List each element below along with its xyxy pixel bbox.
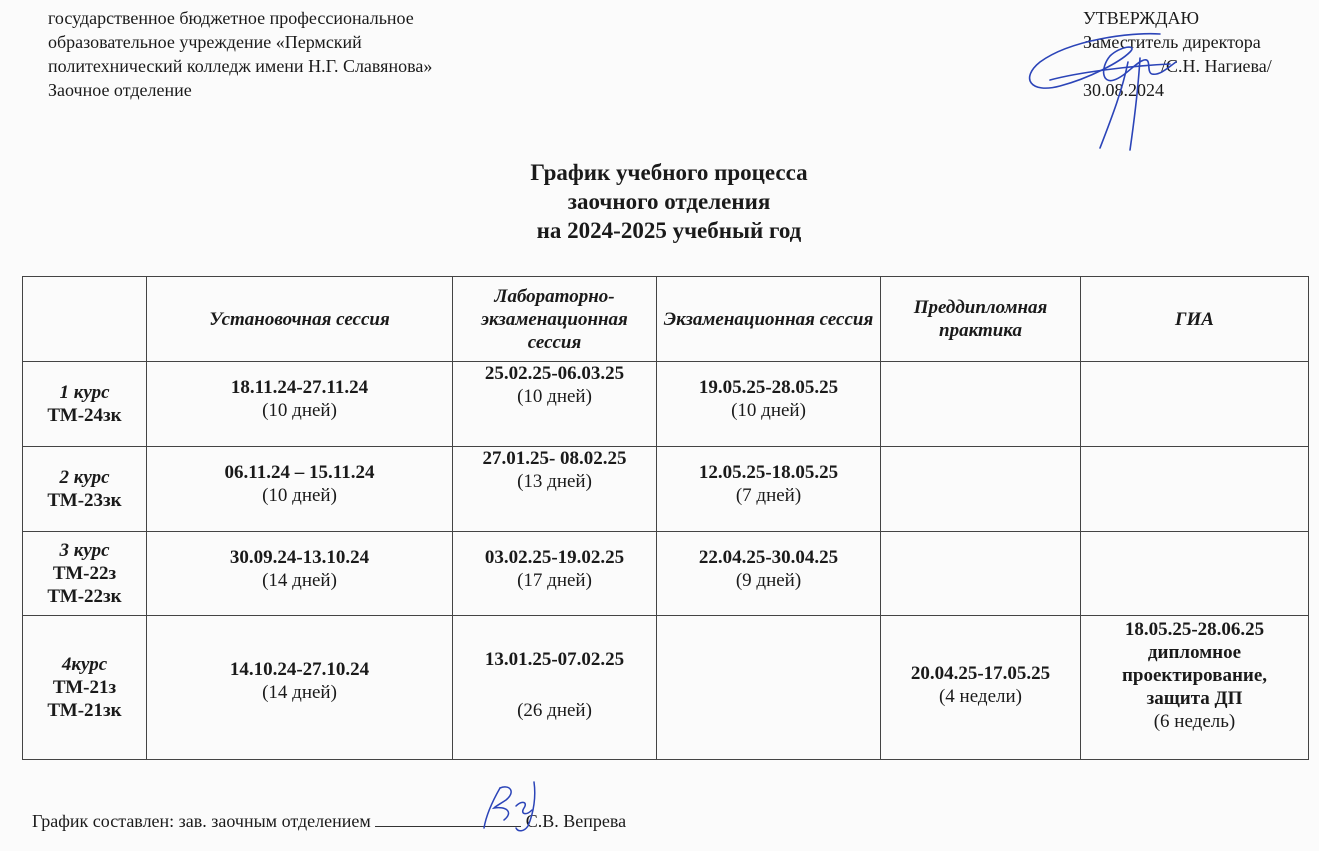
duration: (7 дней) [735, 485, 802, 506]
title-line-1: График учебного процесса [530, 160, 808, 185]
duration: (10 дней) [262, 400, 337, 421]
title-line-2: заочного отделения [567, 189, 771, 214]
dates: 18.11.24-27.11.24 [230, 377, 369, 398]
duration: (6 недель) [1153, 711, 1236, 732]
duration: (14 дней) [262, 570, 337, 591]
lab-cell [453, 532, 657, 616]
table-header-row [23, 277, 1309, 362]
practice-cell [881, 362, 1081, 447]
duration: (4 недели) [938, 686, 1022, 707]
header-lab: Лабораторно-экзаменационная сессия [453, 277, 657, 362]
exam-cell [657, 532, 881, 616]
ustanov-cell [147, 447, 453, 532]
duration: (13 дней) [517, 471, 592, 492]
dates: 22.04.25-30.04.25 [698, 547, 839, 568]
duration: (10 дней) [731, 400, 806, 421]
group-label: ТМ-22з [52, 563, 117, 584]
dates: 14.10.24-27.10.24 [229, 659, 370, 680]
table-row [23, 532, 1309, 616]
org-line-4: Заочное отделение [48, 80, 192, 100]
gia-line-2: проектирование, [1121, 665, 1268, 686]
lab-cell [453, 362, 657, 447]
duration: (10 дней) [262, 485, 337, 506]
header-exam: Экзаменационная сессия [657, 277, 881, 362]
gia-line-3: защита ДП [1146, 688, 1243, 709]
compiler-signature-image [470, 776, 560, 836]
title-line-3: на 2024-2025 учебный год [536, 218, 802, 243]
group-label: ТМ-24зк [47, 405, 122, 426]
course-cell [23, 447, 147, 532]
gia-cell [1081, 362, 1309, 447]
course-cell [23, 616, 147, 760]
lab-cell [453, 616, 657, 760]
duration: (26 дней) [517, 700, 592, 721]
course-label: 1 курс [59, 382, 110, 403]
ustanov-cell [147, 616, 453, 760]
gia-cell [1081, 447, 1309, 532]
exam-cell [657, 616, 881, 760]
course-label: 4курс [61, 654, 108, 675]
lab-cell [453, 447, 657, 532]
header-gia: ГИА [1081, 277, 1309, 362]
exam-cell [657, 447, 881, 532]
dates: 25.02.25-06.03.25 [484, 363, 625, 384]
schedule-table [22, 276, 1309, 760]
dates: 19.05.25-28.05.25 [698, 377, 839, 398]
table-row [23, 447, 1309, 532]
org-line-1: государственное бюджетное профессиональное [48, 8, 414, 28]
practice-cell [881, 616, 1081, 760]
course-cell [23, 532, 147, 616]
dates: 06.11.24 – 15.11.24 [224, 462, 375, 483]
org-line-3: политехнический колледж имени Н.Г. Славянова» [48, 56, 433, 76]
dates: 30.09.24-13.10.24 [229, 547, 370, 568]
approval-position: Заместитель директора [1083, 32, 1261, 52]
dates: 20.04.25-17.05.25 [910, 663, 1051, 684]
dates: 12.05.25-18.05.25 [698, 462, 839, 483]
footer-prefix: График составлен: зав. заочным отделением [32, 811, 371, 831]
practice-cell [881, 532, 1081, 616]
exam-cell [657, 362, 881, 447]
organization-block [48, 6, 432, 102]
header-practice: Преддипломная практика [881, 277, 1081, 362]
dates: 03.02.25-19.02.25 [484, 547, 625, 568]
group-label: ТМ-23зк [47, 490, 122, 511]
practice-cell [881, 447, 1081, 532]
duration: (10 дней) [517, 386, 592, 407]
footer-name: С.В. Вепрева [525, 811, 627, 831]
duration: (9 дней) [735, 570, 802, 591]
course-label: 3 курс [59, 540, 110, 561]
table-row [23, 362, 1309, 447]
approval-date: 30.08.2024 [1083, 80, 1164, 100]
approver-signature-image [1010, 22, 1180, 152]
course-cell [23, 362, 147, 447]
ustanov-cell [147, 362, 453, 447]
org-line-2: образовательное учреждение «Пермский [48, 32, 362, 52]
approval-heading: УТВЕРЖДАЮ [1083, 8, 1200, 28]
header-ustanov: Установочная сессия [147, 277, 453, 362]
dates: 13.01.25-07.02.25 [484, 649, 625, 670]
dates: 27.01.25- 08.02.25 [482, 448, 627, 469]
course-label: 2 курс [59, 467, 110, 488]
ustanov-cell [147, 532, 453, 616]
duration: (14 дней) [262, 682, 337, 703]
dates: 18.05.25-28.06.25 [1124, 619, 1265, 640]
group-label: ТМ-21зк [47, 700, 122, 721]
document-title [0, 158, 1319, 245]
table-row [23, 616, 1309, 760]
group-label: ТМ-21з [52, 677, 117, 698]
header-empty [23, 277, 147, 362]
gia-cell [1081, 532, 1309, 616]
approval-name: /С.Н. Нагиева/ [1161, 56, 1272, 76]
duration: (17 дней) [517, 570, 592, 591]
gia-line-1: дипломное [1147, 642, 1242, 663]
group-label: ТМ-22зк [47, 586, 122, 607]
gia-cell [1081, 616, 1309, 760]
